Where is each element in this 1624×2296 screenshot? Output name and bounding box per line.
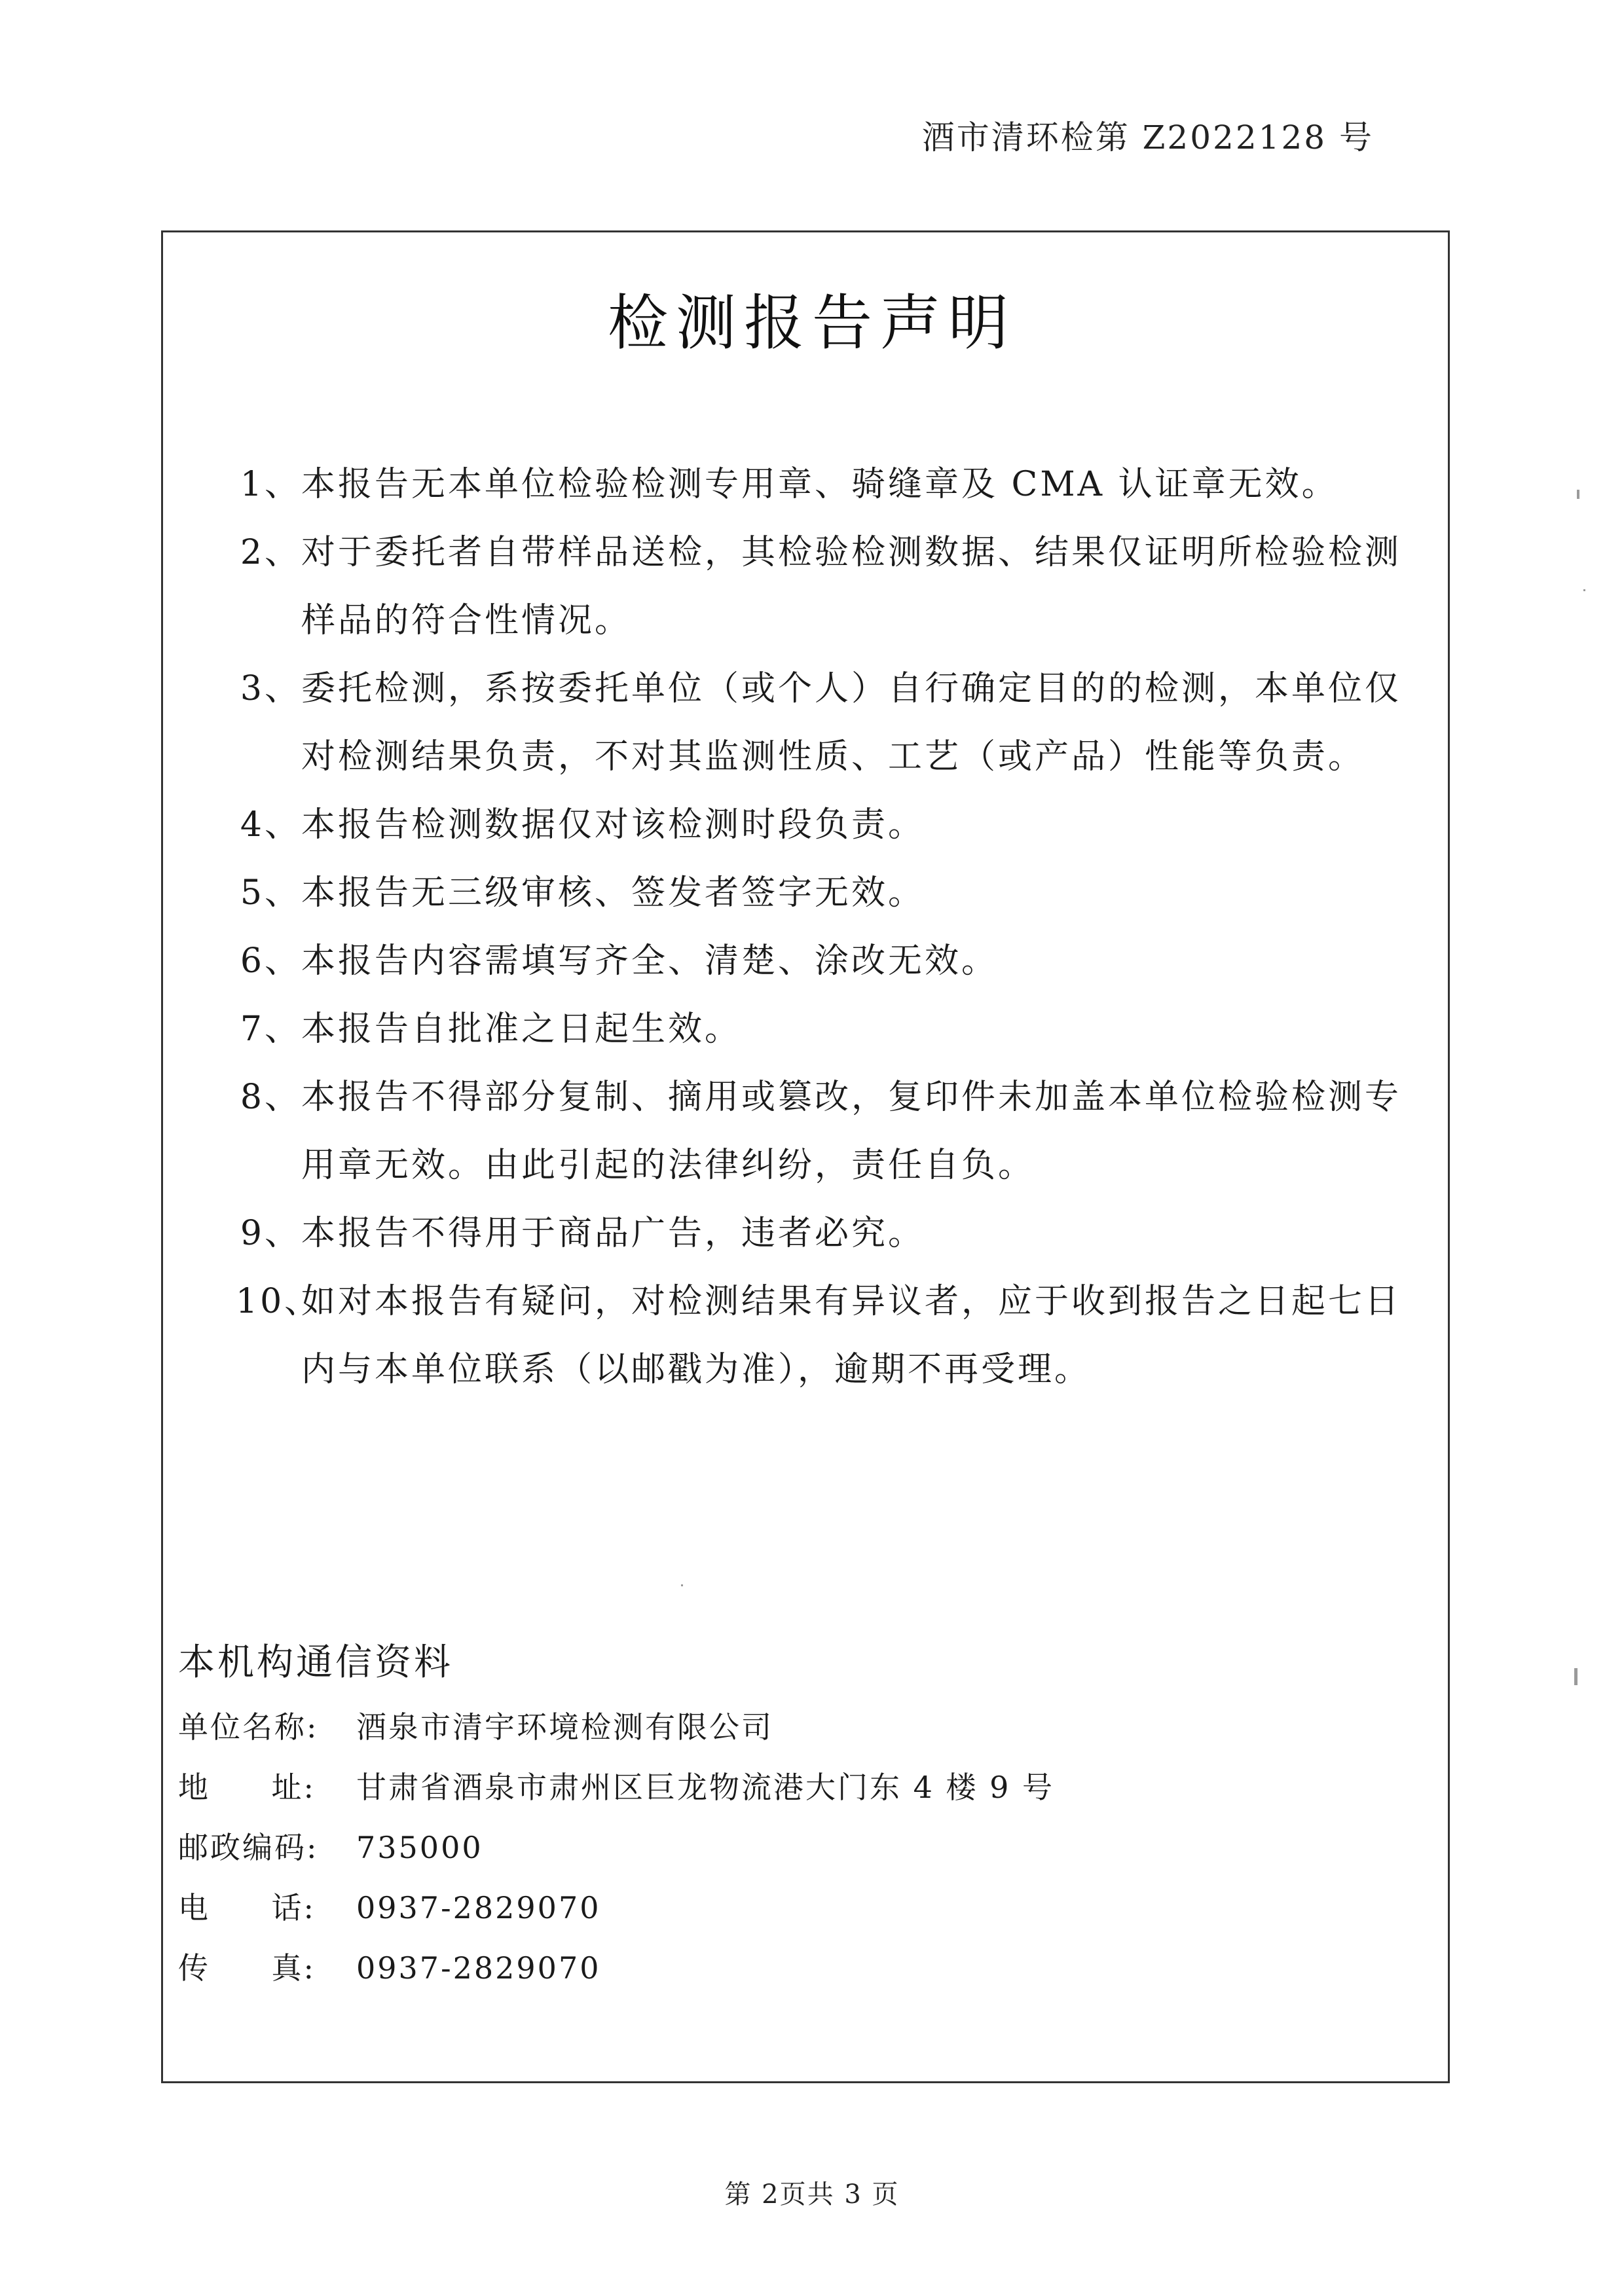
statement-number: 3、	[240, 669, 301, 708]
statement-number: 9、	[240, 1214, 301, 1253]
contact-row-unit	[178, 1697, 1357, 1757]
statement-list	[236, 450, 1414, 1404]
statement-item	[236, 1063, 1414, 1199]
address-value: 甘肃省酒泉市肃州区巨龙物流港大门东 4 楼 9 号	[356, 1770, 1055, 1805]
statement-text: 本报告不得部分复制、摘用或篡改，复印件未加盖本单位检验检测专用章无效。由此引起的法律纠纷，责任自负。	[301, 1078, 1402, 1185]
statement-text: 如对本报告有疑问，对检测结果有异议者，应于收到报告之日起七日内与本单位联系（以邮戳为准），逾期不再受理。	[301, 1282, 1402, 1389]
contact-row-fax	[178, 1938, 1357, 1998]
statement-number: 6、	[240, 941, 301, 981]
address-label-first: 地	[178, 1770, 210, 1805]
statement-number: 7、	[240, 1010, 301, 1049]
postcode-label: 邮政编码:	[178, 1830, 319, 1865]
page-footer: 第 2页共 3 页	[724, 2179, 900, 2210]
scan-speck	[681, 1584, 683, 1586]
fax-value: 0937-2829070	[356, 1950, 601, 1986]
address-label	[178, 1757, 316, 1817]
statement-item	[236, 859, 1414, 927]
contact-row-postcode	[178, 1817, 1357, 1878]
statement-item	[236, 655, 1414, 791]
address-label-second: 址:	[271, 1770, 316, 1805]
statement-number: 5、	[240, 873, 301, 913]
statement-text: 本报告内容需填写齐全、清楚、涂改无效。	[301, 941, 999, 981]
postcode-value: 735000	[356, 1830, 483, 1865]
phone-label-first: 电	[178, 1890, 210, 1925]
statement-item	[236, 519, 1414, 655]
statement-item	[236, 995, 1414, 1063]
phone-value: 0937-2829070	[356, 1890, 601, 1925]
scan-speck	[1583, 589, 1585, 591]
statement-text: 对于委托者自带样品送检，其检验检测数据、结果仅证明所检验检测样品的符合性情况。	[301, 533, 1402, 640]
unit-value: 酒泉市清宇环境检测有限公司	[356, 1709, 773, 1745]
statement-item	[236, 450, 1414, 519]
contact-row-phone	[178, 1878, 1357, 1938]
statement-item	[236, 1267, 1414, 1404]
scan-speck	[1577, 490, 1579, 499]
statement-text: 本报告不得用于商品广告，违者必究。	[301, 1214, 925, 1253]
fax-label-first: 传	[178, 1950, 210, 1986]
phone-label	[178, 1878, 316, 1938]
statement-item	[236, 1199, 1414, 1267]
statement-item	[236, 927, 1414, 995]
statement-number: 2、	[240, 533, 301, 572]
statement-text: 委托检测，系按委托单位（或个人）自行确定目的的检测，本单位仅对检测结果负责，不对其监测性质、工艺（或产品）性能等负责。	[301, 669, 1402, 776]
phone-label-second: 话:	[271, 1890, 316, 1925]
fax-label	[178, 1938, 316, 1998]
contact-heading: 本机构通信资料	[178, 1641, 453, 1684]
statement-number: 10、	[236, 1282, 322, 1321]
page-title: 检测报告声明	[607, 288, 1016, 358]
fax-label-second: 真:	[271, 1950, 316, 1986]
statement-text: 本报告无三级审核、签发者签字无效。	[301, 873, 925, 913]
unit-label: 单位名称:	[178, 1709, 319, 1745]
contact-info-section	[178, 1630, 1357, 1998]
statement-number: 8、	[240, 1078, 301, 1117]
statement-text: 本报告自批准之日起生效。	[301, 1010, 742, 1049]
statement-number: 1、	[240, 465, 301, 504]
statement-text: 本报告检测数据仅对该检测时段负责。	[301, 805, 925, 845]
scan-speck	[1574, 1668, 1578, 1685]
statement-text: 本报告无本单位检验检测专用章、骑缝章及 CMA 认证章无效。	[301, 465, 1338, 504]
contact-row-address	[178, 1757, 1357, 1817]
report-number: 酒市清环检第 Z2022128 号	[921, 118, 1374, 156]
statement-number: 4、	[240, 805, 301, 845]
statement-item	[236, 791, 1414, 859]
